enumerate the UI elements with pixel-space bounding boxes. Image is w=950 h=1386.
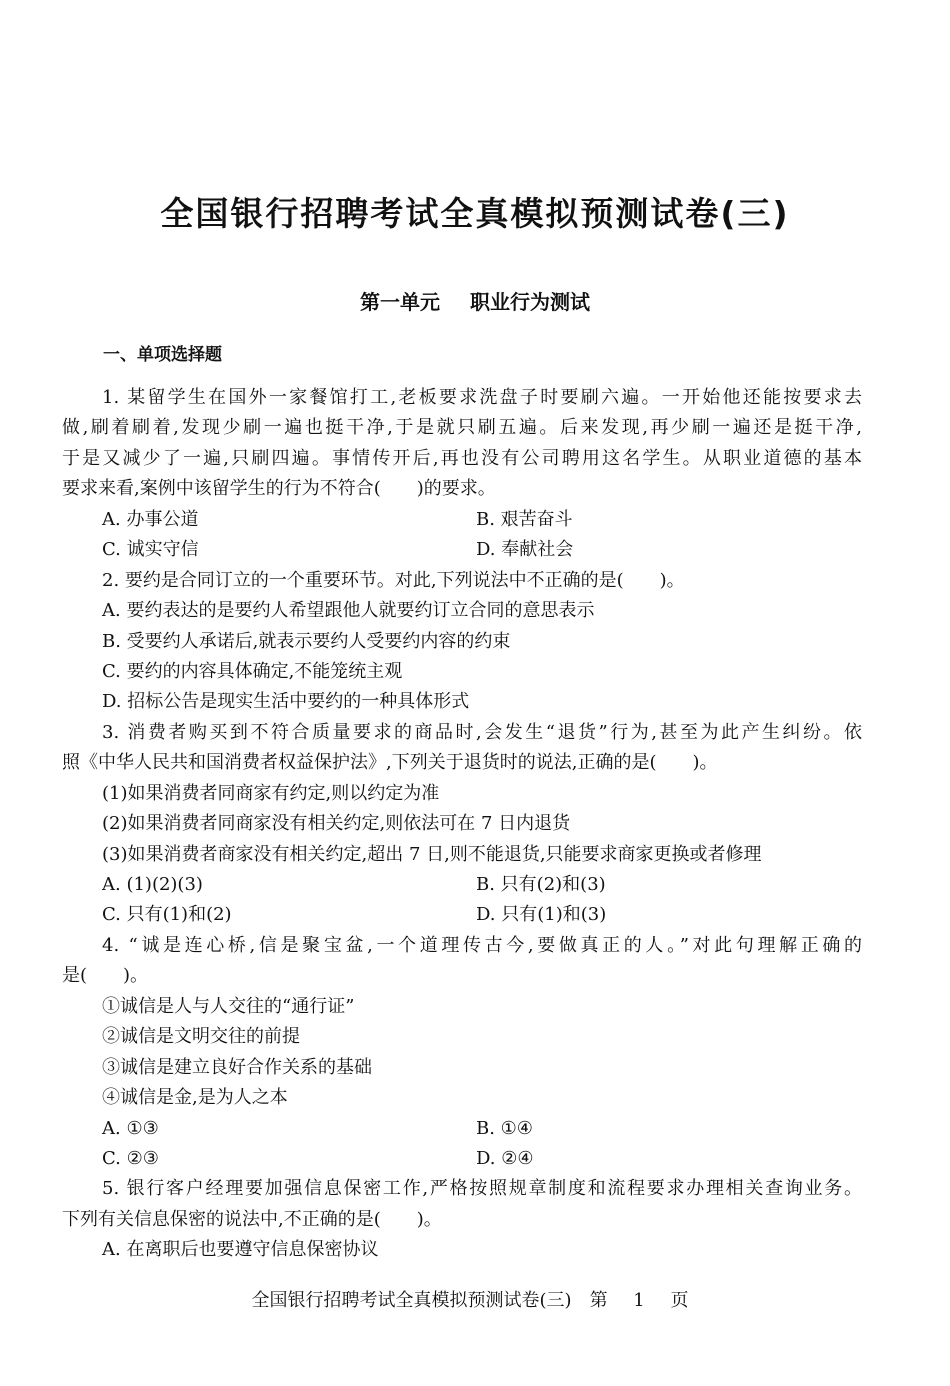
option-row [62,1144,862,1174]
question-stem-line: 照《中华人民共和国消费者权益保护法》,下列关于退货时的说法,正确的是( )。 [62,752,718,774]
option-a[interactable]: A. 在离职后也要遵守信息保密协议 [102,1239,379,1261]
unit-name: 职业行为测试 [470,290,590,314]
option-row [62,870,862,900]
option-a[interactable]: A. 办事公道 [102,508,199,530]
statement-item: ③诚信是建立良好合作关系的基础 [102,1056,372,1078]
questions-body [62,383,862,1266]
option-a[interactable]: A. ①③ [102,1117,159,1139]
question-stem-line: 要求来看,案例中该留学生的行为不符合( )的要求。 [62,478,496,500]
page-footer [0,1286,950,1312]
unit-number: 第一单元 [360,290,440,314]
question-stem-line: 4. “诚是连心桥,信是聚宝盆,一个道理传古今,要做真正的人。”对此句理解正确的 [102,934,862,956]
statement-item: ②诚信是文明交往的前提 [102,1026,300,1048]
option-d[interactable]: D. 奉献社会 [476,539,574,561]
option-c[interactable]: C. ②③ [102,1147,159,1169]
statement-item: (2)如果消费者同商家没有相关约定,则依法可在 7 日内退货 [102,813,571,835]
question-5 [62,1174,862,1265]
section-heading: 一、单项选择题 [103,345,222,365]
footer-title: 全国银行招聘考试全真模拟预测试卷(三) [251,1290,572,1311]
question-1 [62,383,862,566]
question-2 [62,566,862,718]
option-b[interactable]: B. 艰苦奋斗 [476,508,573,530]
option-c[interactable]: C. 诚实守信 [102,539,199,561]
question-stem-line: 下列有关信息保密的说法中,不正确的是( )。 [62,1208,442,1230]
question-stem-line: 1. 某留学生在国外一家餐馆打工,老板要求洗盘子时要刷六遍。一开始他还能按要求去 [102,387,862,408]
option-d[interactable]: D. ②④ [476,1147,534,1169]
option-a[interactable]: A. 要约表达的是要约人希望跟他人就要约订立合同的意思表示 [102,600,595,622]
option-b[interactable]: B. ①④ [476,1117,533,1139]
option-d[interactable]: D. 只有(1)和(3) [476,904,607,926]
option-b[interactable]: B. 只有(2)和(3) [476,874,606,895]
option-c[interactable]: C. 要约的内容具体确定,不能笼统主观 [102,660,403,682]
option-a[interactable]: A. (1)(2)(3) [102,874,203,895]
page-title: 全国银行招聘考试全真模拟预测试卷(三) [160,194,790,233]
unit-heading [0,286,950,315]
question-stem-line: 于是又减少了一遍,只刷四遍。事情传开后,再也没有公司聘用这名学生。从职业道德的基本 [62,447,862,469]
question-stem-line: 2. 要约是合同订立的一个重要环节。对此,下列说法中不正确的是( )。 [102,569,685,591]
statement-item: (3)如果消费者商家没有相关约定,超出 7 日,则不能退货,只能要求商家更换或者修理 [102,843,762,865]
question-4 [62,931,862,1175]
option-row [62,1114,862,1144]
question-stem-line: 做,刷着刷着,发现少刷一遍也挺干净,于是就只刷五遍。后来发现,再少刷一遍还是挺干净, [62,417,862,439]
question-stem-line: 是( )。 [62,965,149,987]
statement-item: (1)如果消费者同商家有约定,则以约定为准 [102,782,440,804]
option-b[interactable]: B. 受要约人承诺后,就表示要约人受要约内容的约束 [102,630,511,652]
question-stem-line: 5. 银行客户经理要加强信息保密工作,严格按照规章制度和流程要求办理相关查询业务。 [102,1178,862,1200]
statement-item: ④诚信是金,是为人之本 [102,1087,288,1109]
question-3 [62,718,862,931]
option-d[interactable]: D. 招标公告是现实生活中要约的一种具体形式 [102,691,470,713]
page-number: 第 1 页 [589,1290,699,1311]
option-row [62,535,862,565]
option-row [62,900,862,930]
statement-item: ①诚信是人与人交往的“通行证” [102,995,355,1017]
option-c[interactable]: C. 只有(1)和(2) [102,904,232,926]
question-stem-line: 3. 消费者购买到不符合质量要求的商品时,会发生“退货”行为,甚至为此产生纠纷。依 [102,721,862,743]
option-row [62,505,862,535]
